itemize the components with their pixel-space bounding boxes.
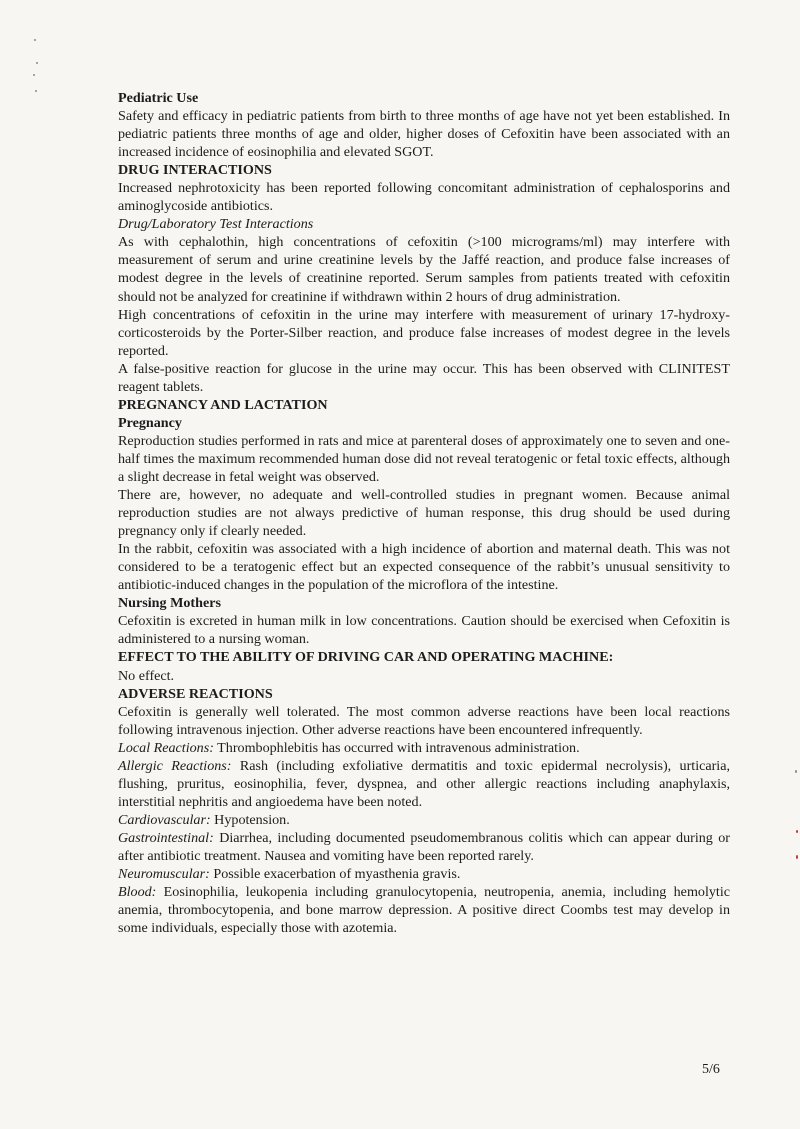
scan-speck bbox=[796, 855, 798, 859]
blood-paragraph bbox=[118, 883, 730, 937]
pediatric-use-paragraph: Safety and efficacy in pediatric patients from birth to three months of age have not yet been established. In pediatric patients three months of age and older, higher doses of Cefoxitin have been associated with an increased incidence of eosinophilia and elevated SGOT. bbox=[118, 108, 730, 161]
drug-interactions-paragraph-1: Increased nephrotoxicity has been reported following concomitant administration of cephalosporins and aminoglycoside antibiotics. bbox=[118, 180, 730, 215]
blood-label: Blood: bbox=[118, 884, 157, 901]
scan-speck bbox=[34, 39, 36, 41]
scan-speck bbox=[35, 90, 37, 92]
neuromuscular-text: Possible exacerbation of myasthenia gravis. bbox=[209, 866, 461, 883]
driving-paragraph: No effect. bbox=[118, 667, 175, 684]
allergic-reactions-text: Rash (including exfoliative dermatitis and toxic epidermal necrolysis), urticaria, flushing, pruritus, eosinophilia, fever, dyspnea, and other allergic reactions including anaphylaxis, interstitial nephritis and angioedema have been noted. bbox=[118, 757, 731, 810]
adverse-reactions-paragraph: Cefoxitin is generally well tolerated. The most common adverse reactions have been local reactions following intravenous injection. Other adverse reactions have been encountered infrequently. bbox=[118, 703, 730, 738]
cardiovascular-text: Hypotension. bbox=[210, 811, 290, 828]
drug-lab-test-subheading-text: Drug/Laboratory Test Interactions bbox=[118, 216, 314, 233]
drug-interactions-paragraph-3: High concentrations of cefoxitin in the urine may interfere with measurement of urinary 17-hydroxy-corticosteroids by the Porter-Silber reaction, and produce false increases of modest degree in the levels reported. bbox=[118, 306, 730, 359]
driving-heading: EFFECT TO THE ABILITY OF DRIVING CAR AND OPERATING MACHINE: bbox=[118, 649, 614, 666]
neuromuscular-paragraph bbox=[118, 865, 730, 883]
gastrointestinal-label: Gastrointestinal: bbox=[118, 829, 214, 846]
scan-speck bbox=[36, 62, 38, 64]
gastrointestinal-paragraph bbox=[118, 829, 730, 865]
page-number: 5/6 bbox=[702, 1062, 720, 1077]
drug-interactions-paragraph-2: As with cephalothin, high concentrations of cefoxitin (>100 micrograms/ml) may interfere with measurement of serum and urine creatinine levels by the Jaffé reaction, and produce false increases of modest degree in the levels of creatinine reported. Serum samples from patients treated with cefoxitin should not be analyzed for creatinine if withdrawn within 2 hours of drug administration. bbox=[118, 234, 730, 305]
scan-speck bbox=[33, 74, 35, 76]
drug-interactions-paragraph-4: A false-positive reaction for glucose in the urine may occur. This has been observed with CLINITEST reagent tablets. bbox=[118, 360, 730, 395]
gastrointestinal-text: Diarrhea, including documented pseudomembranous colitis which can appear during or after antibiotic treatment. Nausea and vomiting have been reported rarely. bbox=[118, 829, 730, 864]
local-reactions-label: Local Reactions: bbox=[118, 739, 214, 756]
page-content bbox=[118, 89, 730, 937]
scan-speck bbox=[796, 830, 798, 833]
pregnancy-heading: Pregnancy bbox=[118, 414, 182, 431]
nursing-mothers-heading: Nursing Mothers bbox=[118, 595, 221, 612]
adverse-reactions-heading: ADVERSE REACTIONS bbox=[118, 685, 273, 702]
cardiovascular-label: Cardiovascular: bbox=[118, 811, 211, 828]
blood-text: Eosinophilia, leukopenia including granulocytopenia, neutropenia, anemia, including hemolytic anemia, thrombocytopenia, and bone marrow depression. A positive direct Coombs test may develop in some individuals, especially those with azotemia. bbox=[118, 884, 730, 937]
pediatric-use-heading: Pediatric Use bbox=[118, 90, 199, 106]
neuromuscular-label: Neuromuscular: bbox=[118, 866, 210, 883]
pregnancy-paragraph-1: Reproduction studies performed in rats and mice at parenteral doses of approximately one to seven and one-half times the maximum recommended human dose did not reveal teratogenic or fetal toxic effects, although a slight decrease in fetal weight was observed. bbox=[118, 432, 730, 485]
nursing-mothers-paragraph: Cefoxitin is excreted in human milk in low concentrations. Caution should be exercised when Cefoxitin is administered to a nursing woman. bbox=[118, 613, 730, 648]
pregnancy-paragraph-2: There are, however, no adequate and well-controlled studies in pregnant women. Because animal reproduction studies are not always predictive of human response, this drug should be used during pregnancy only if clearly needed. bbox=[118, 487, 730, 540]
scan-speck bbox=[795, 770, 797, 773]
local-reactions-paragraph bbox=[118, 739, 730, 757]
allergic-reactions-label: Allergic Reactions: bbox=[118, 757, 232, 774]
local-reactions-text: Thrombophlebitis has occurred with intravenous administration. bbox=[213, 739, 580, 756]
allergic-reactions-paragraph bbox=[118, 757, 730, 811]
drug-lab-test-subheading bbox=[118, 215, 730, 233]
cardiovascular-paragraph bbox=[118, 811, 730, 829]
pregnancy-lactation-heading: PREGNANCY AND LACTATION bbox=[118, 396, 328, 413]
drug-interactions-heading: DRUG INTERACTIONS bbox=[118, 162, 272, 179]
pregnancy-paragraph-3: In the rabbit, cefoxitin was associated with a high incidence of abortion and maternal death. This was not considered to be a teratogenic effect but an expected consequence of the rabbit’s unusual sensitivity to antibiotic-induced changes in the population of the microflora of the intestine. bbox=[118, 541, 730, 594]
